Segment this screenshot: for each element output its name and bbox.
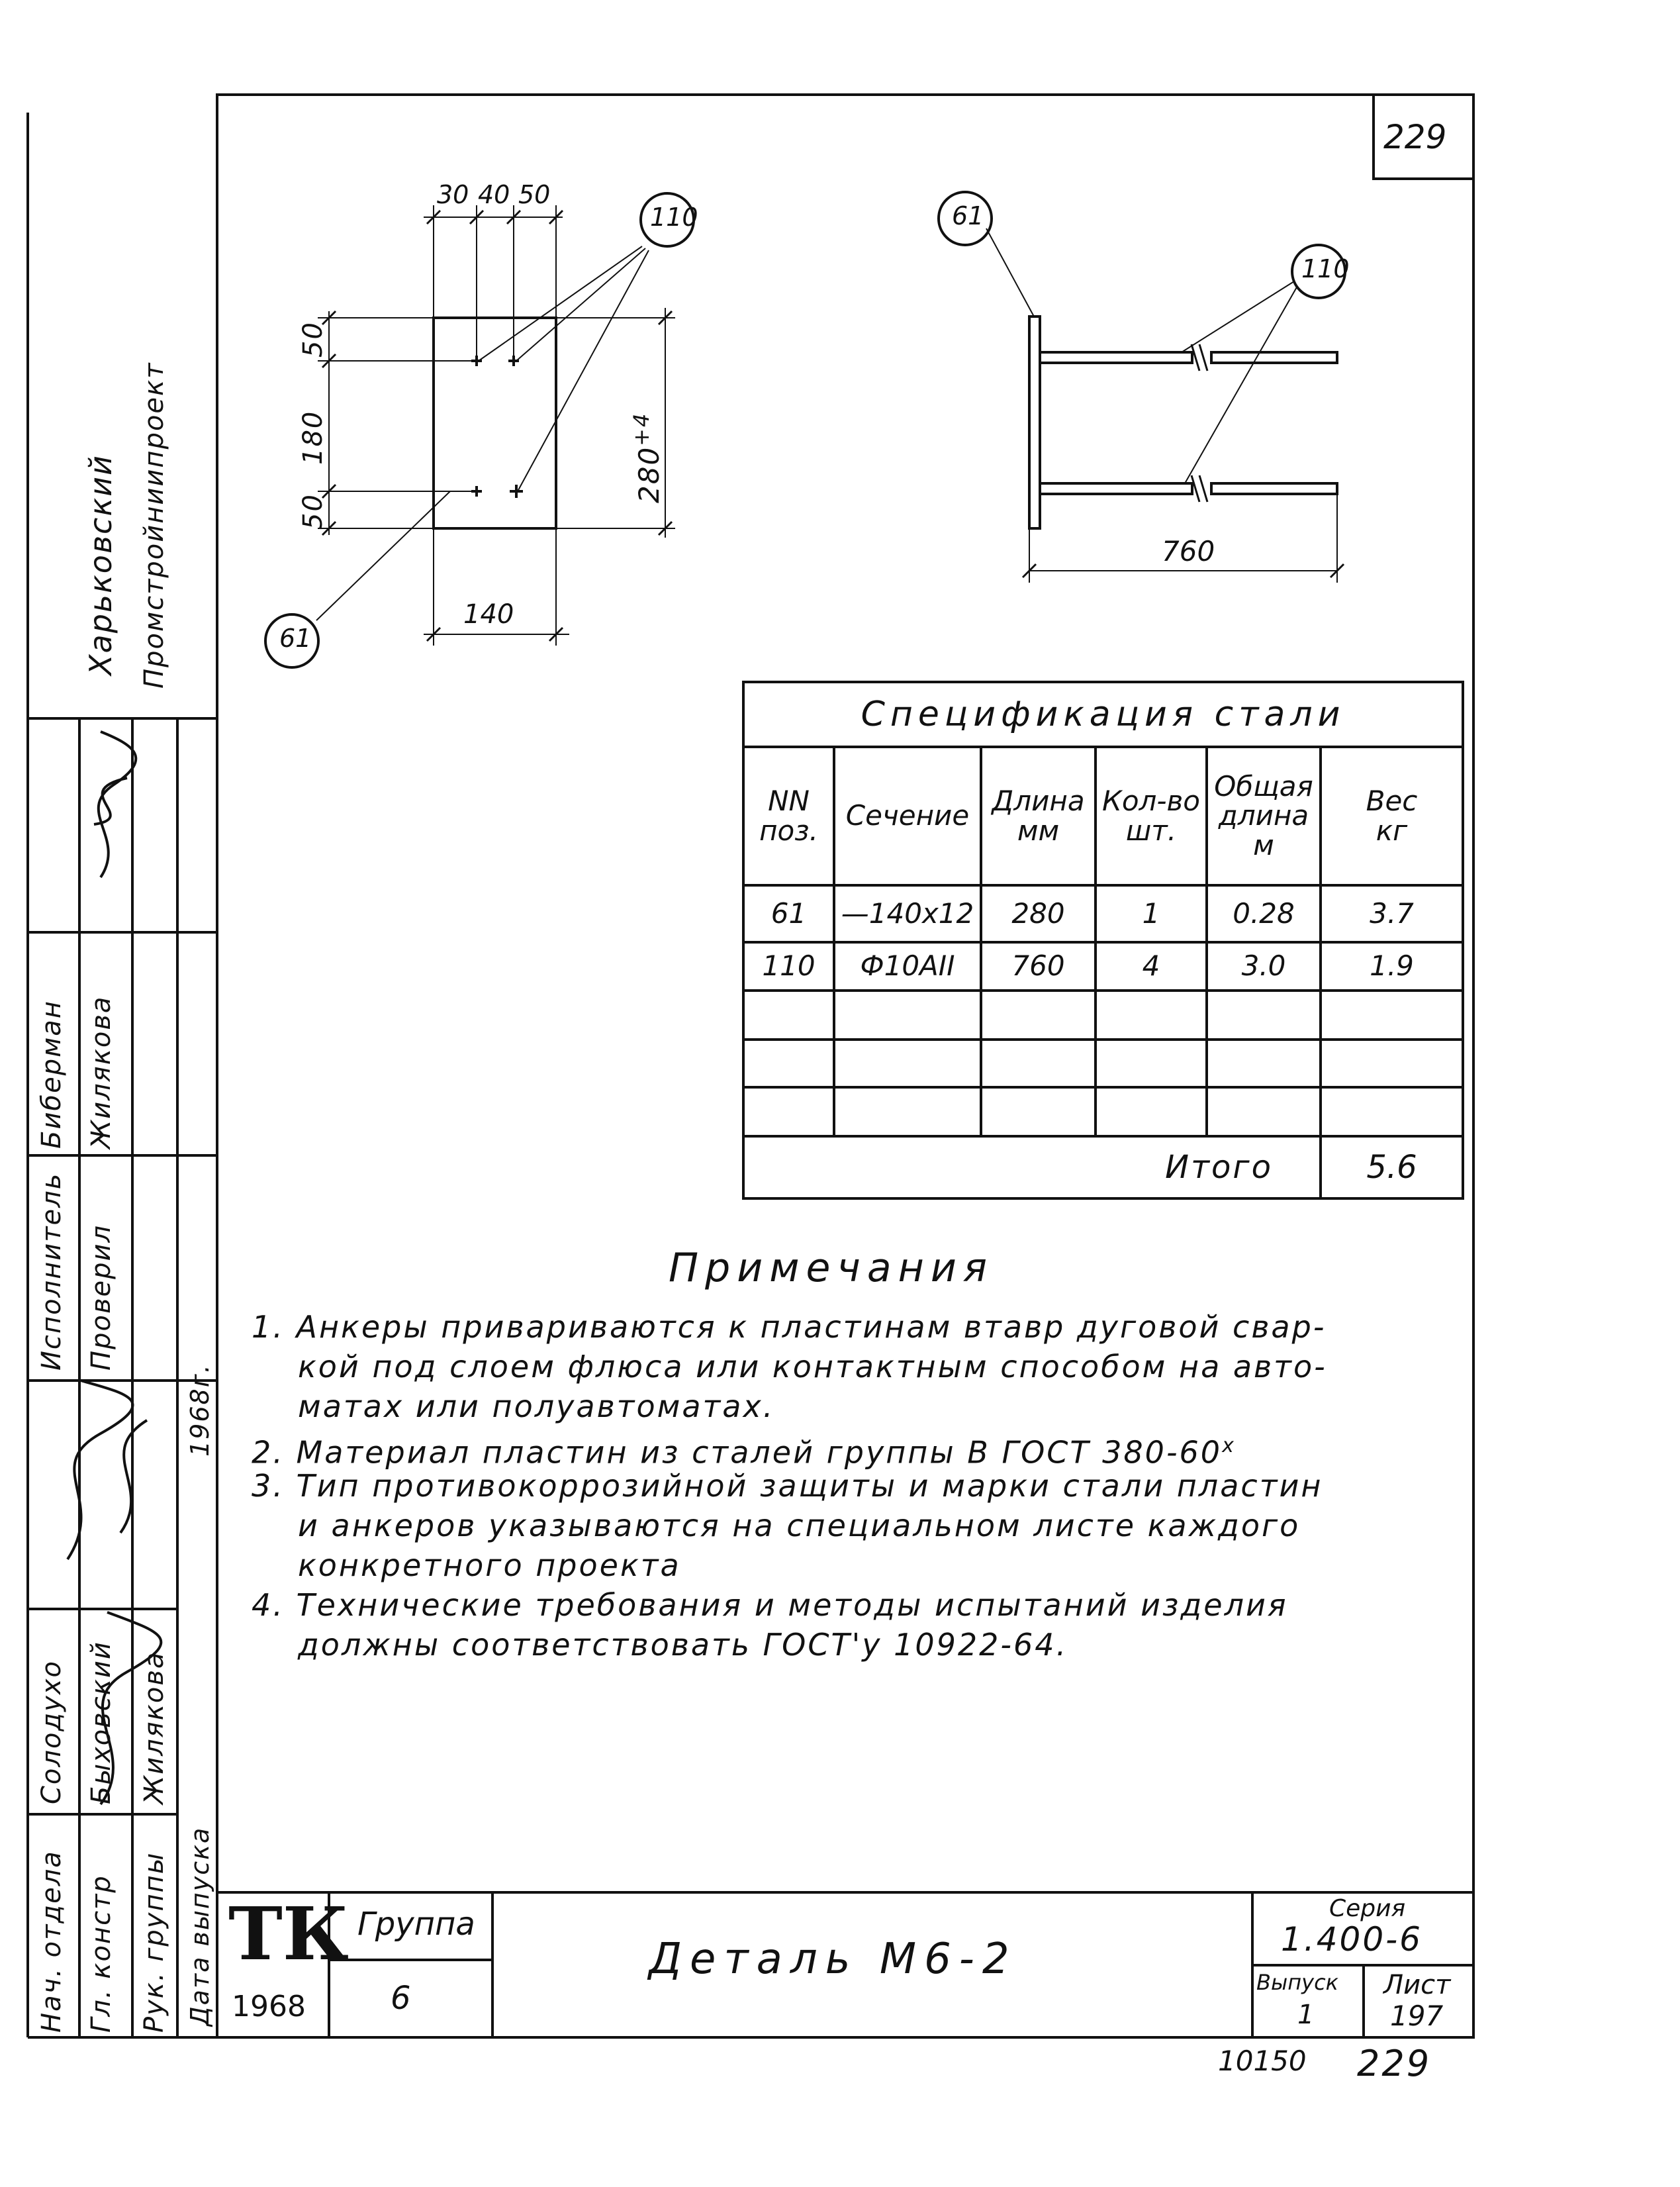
issue-label: Выпуск <box>1256 1970 1338 1995</box>
header-total-length <box>1207 747 1321 885</box>
row1-total-length: 0.28 <box>1233 897 1295 930</box>
series-value: 1.400-6 <box>1281 1920 1423 1959</box>
header-weight <box>1321 747 1463 885</box>
dim-left-2: 180 <box>298 410 328 465</box>
note-line-6: и анкеров указываются на специальном листе каждого <box>298 1508 1301 1543</box>
stamp-name-3: Жилякова <box>139 1651 169 1804</box>
row1-section: —140x12 <box>841 897 974 930</box>
dim-width: 140 <box>463 599 514 630</box>
sheet-value: 197 <box>1390 2000 1444 2032</box>
note-line-4-superscript: х <box>1222 1434 1236 1457</box>
dim-height <box>629 413 665 503</box>
signature-2 <box>68 1381 133 1559</box>
header-section: Сечение <box>845 799 970 832</box>
header-total-length-line2: длина <box>1218 799 1309 832</box>
row1-pos: 61 <box>770 897 807 930</box>
total-label: Итого <box>1165 1148 1273 1186</box>
header-qty-line2: шт. <box>1125 814 1177 847</box>
header-pos-line1: NN <box>768 785 810 818</box>
stamp-role-lead: Рук. группы <box>139 1851 169 2033</box>
header-pos <box>743 747 834 885</box>
row2-qty: 4 <box>1142 949 1160 983</box>
signature-3 <box>120 1420 147 1533</box>
row2-pos: 110 <box>762 949 816 983</box>
issue-value: 1 <box>1297 2000 1315 2030</box>
row1-qty: 1 <box>1142 897 1160 930</box>
callout-110-left: 110 <box>650 203 698 232</box>
archive-code: 10150 <box>1218 2045 1307 2077</box>
stamp-role-checker: Проверил <box>86 1224 117 1371</box>
stamp-org-2: Промстройниипроект <box>139 362 169 689</box>
row1-weight: 3.7 <box>1370 897 1414 930</box>
stamp-name-5: Жилякова <box>86 995 117 1149</box>
dim-height-value: 280 <box>633 446 665 503</box>
callout-61-right: 61 <box>952 201 984 230</box>
header-pos-line2: поз. <box>759 814 818 847</box>
page-code: 229 <box>1357 2043 1432 2084</box>
sheet-frame <box>217 95 1473 2037</box>
header-length <box>981 747 1096 885</box>
row2-section: Ф10АII <box>860 949 955 983</box>
dim-top-1: 30 <box>437 180 469 209</box>
note-line-2: кой под слоем флюса или контактным способом на авто- <box>298 1349 1327 1385</box>
dim-height-tolerance: +4 <box>629 412 654 446</box>
logo-year: 1968 <box>232 1990 306 2023</box>
row2-total-length: 3.0 <box>1241 949 1286 983</box>
stamp-role-chief: Гл. констр <box>86 1874 117 2033</box>
row1-length: 280 <box>1011 897 1065 930</box>
callout-110-right: 110 <box>1301 254 1350 283</box>
dim-left-1: 50 <box>298 321 328 358</box>
group-label: Группа <box>357 1906 475 1943</box>
header-total-length-line3: м <box>1253 828 1274 861</box>
total-value: 5.6 <box>1366 1148 1417 1186</box>
stamp-role-head: Нач. отдела <box>36 1850 67 2033</box>
note-line-9: должны соответствовать ГОСТ'у 10922-64. <box>298 1627 1068 1663</box>
note-line-7: конкретного проекта <box>298 1547 681 1583</box>
stamp-release-label: Дата выпуска <box>185 1826 214 2026</box>
note-line-5: 3. Тип противокоррозийной защиты и марки стали пластин <box>252 1468 1323 1504</box>
group-value: 6 <box>391 1980 411 2017</box>
note-line-1: 1. Анкеры привариваются к пластинам втавр дуговой свар- <box>252 1309 1327 1345</box>
header-length-line1: Длина <box>992 785 1085 818</box>
stamp-role-executor: Исполнитель <box>36 1172 67 1371</box>
series-label: Серия <box>1329 1895 1406 1922</box>
header-qty-line1: Кол-во <box>1102 785 1200 818</box>
stamp-name-2: Быховский <box>86 1641 117 1804</box>
stamp-name-1: Солодухо <box>36 1660 67 1804</box>
dim-top-3: 50 <box>518 180 551 209</box>
signatures <box>28 718 177 1818</box>
drawing-title: Деталь М6-2 <box>649 1935 1017 1984</box>
logo: ТК <box>228 1891 349 1976</box>
row2-length: 760 <box>1011 949 1065 983</box>
sheet-number: 229 <box>1383 118 1447 156</box>
callout-61-left: 61 <box>279 624 312 653</box>
stamp-org-1: Харьковский <box>83 454 118 675</box>
header-length-line2: мм <box>1017 814 1060 847</box>
header-weight-line2: кг <box>1376 814 1408 847</box>
dim-left-3: 50 <box>298 493 328 530</box>
signature-4 <box>101 1612 161 1804</box>
header-total-length-line1: Общая <box>1214 770 1313 803</box>
note-line-4 <box>252 1427 1236 1471</box>
note-line-3: матах или полуавтоматах. <box>298 1388 775 1424</box>
stamp-release-year: 1968г. <box>185 1363 214 1457</box>
anchor-side-view <box>939 192 1345 583</box>
signature-1 <box>99 732 136 877</box>
row2-weight: 1.9 <box>1370 949 1414 983</box>
stamp-name-4: Биберман <box>36 1000 67 1149</box>
note-line-8: 4. Технические требования и методы испытаний изделия <box>252 1587 1288 1623</box>
sheet-label: Лист <box>1383 1970 1451 2000</box>
note-line-4-text: 2. Материал пластин из сталей группы В ГОСТ 380-60 <box>252 1434 1223 1471</box>
dim-length: 760 <box>1162 535 1215 567</box>
header-qty <box>1096 747 1207 885</box>
dim-top-2: 40 <box>478 180 510 209</box>
header-weight-line1: Вес <box>1366 785 1418 818</box>
notes-title: Примечания <box>669 1245 994 1291</box>
spec-table-title: Спецификация стали <box>861 694 1346 734</box>
